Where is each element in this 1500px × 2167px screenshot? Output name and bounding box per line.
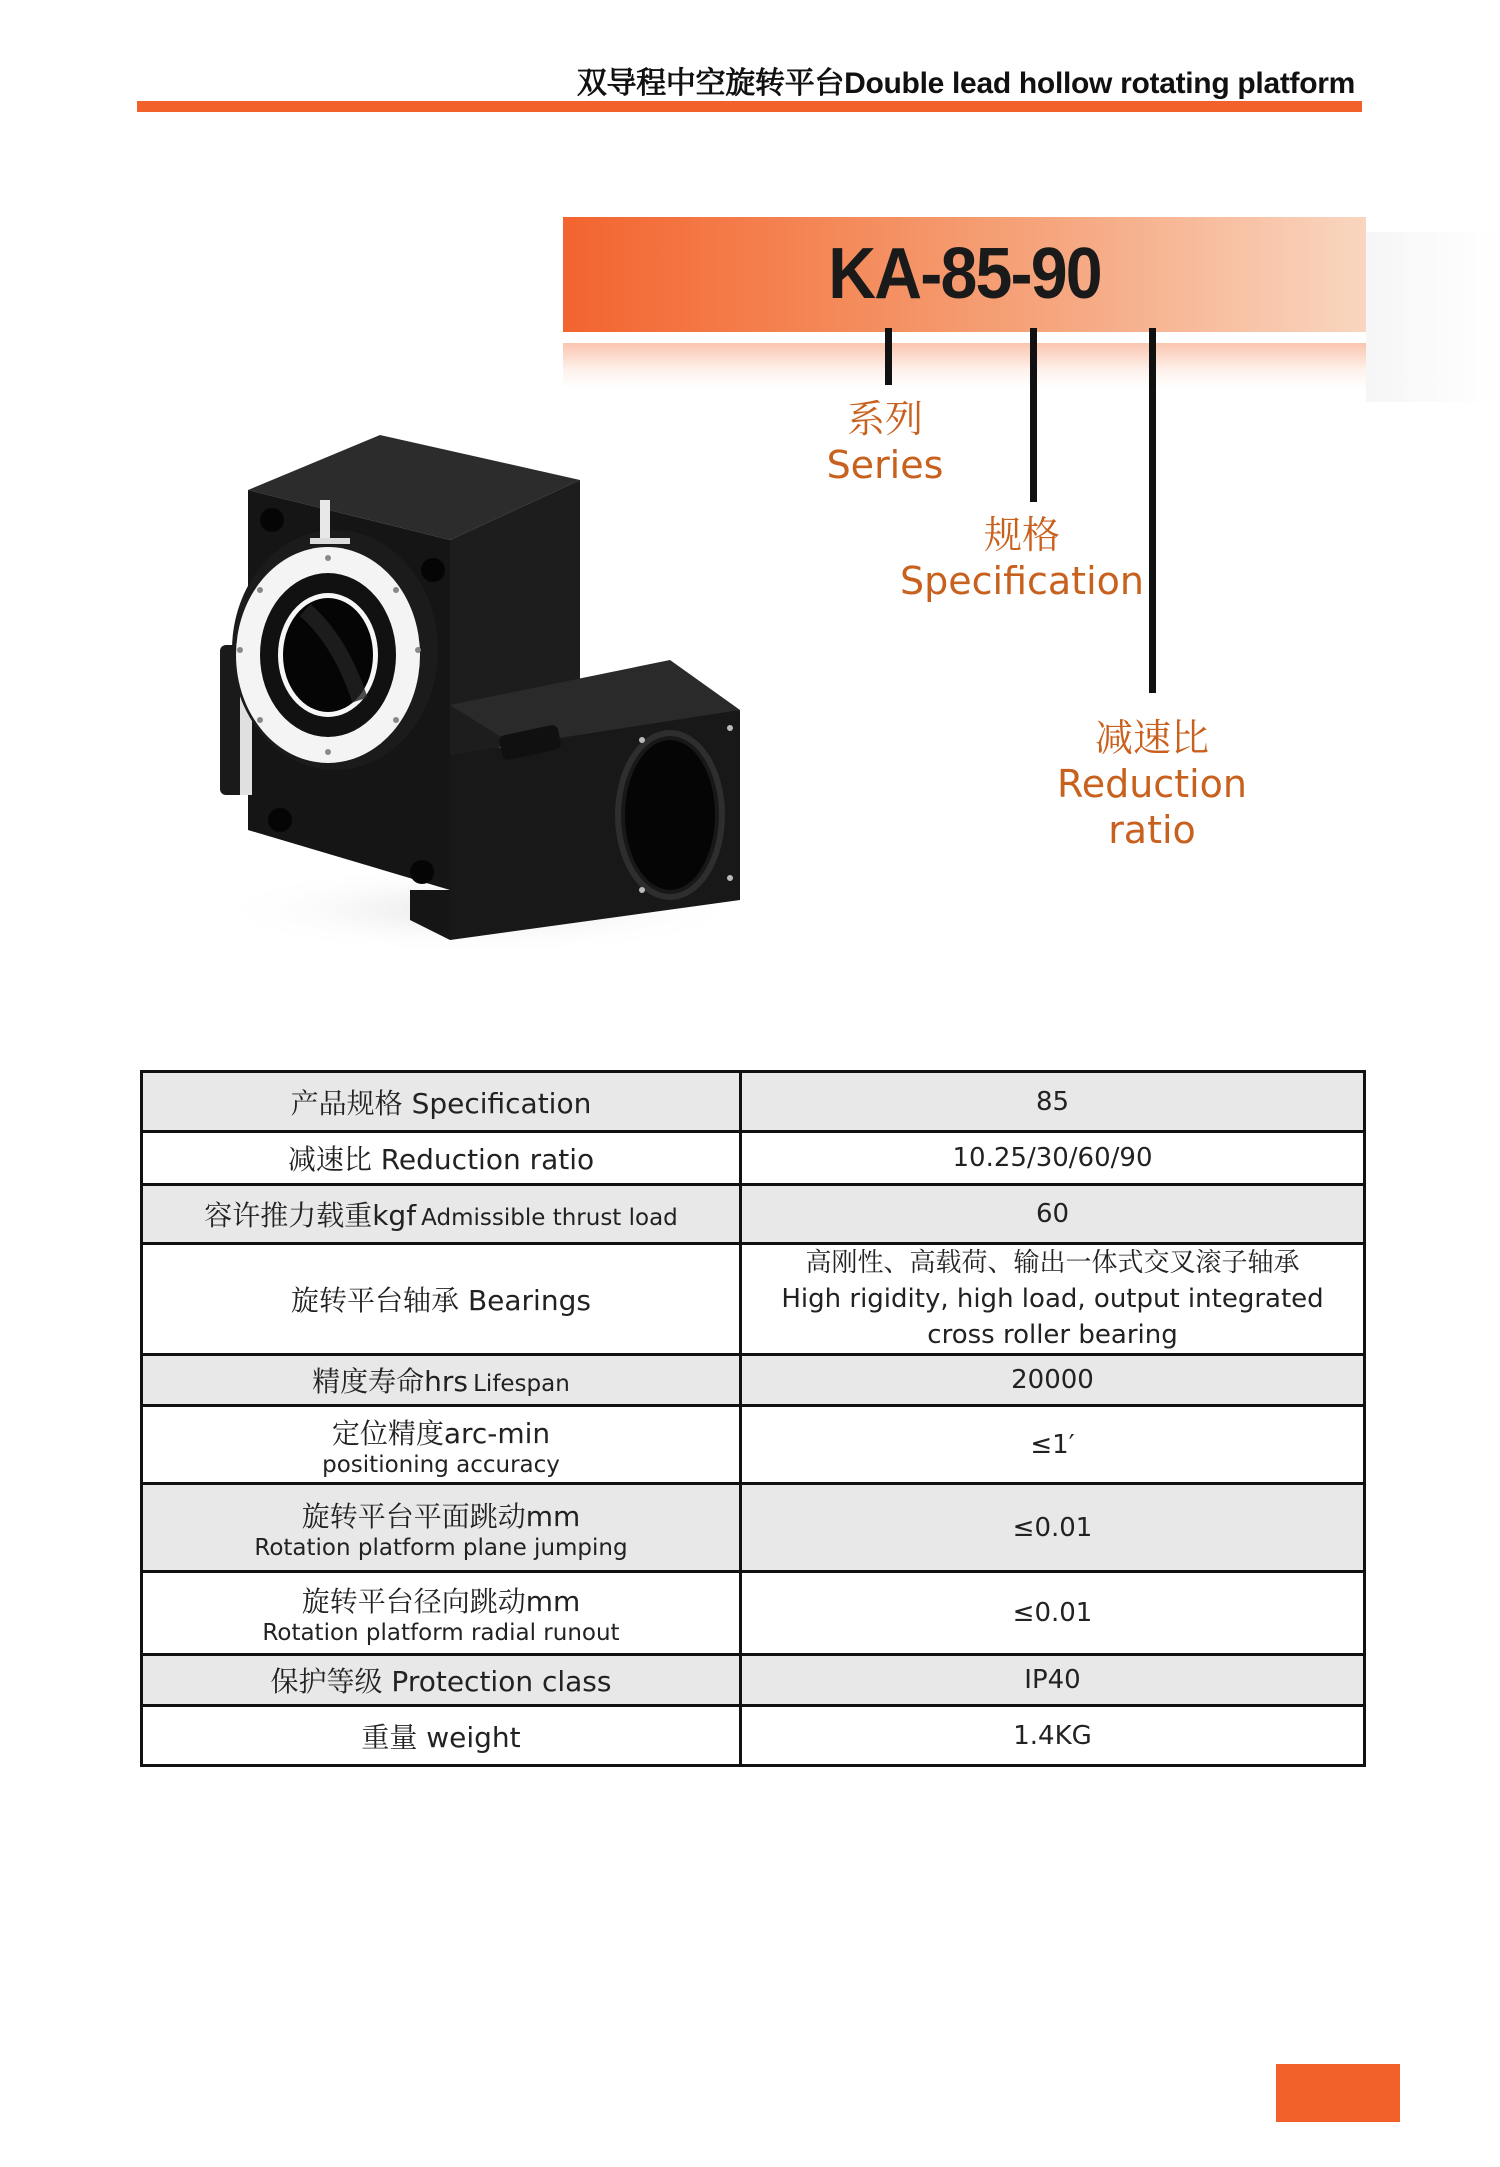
- spec-value: 85: [741, 1072, 1365, 1132]
- table-row: [142, 1484, 1365, 1572]
- table-row: [142, 1132, 1365, 1185]
- footer-accent-block: [1276, 2064, 1400, 2122]
- spec-label: 精度寿命hrs Lifespan: [142, 1355, 741, 1406]
- header-accent-bar: [137, 101, 1362, 112]
- table-row: [142, 1185, 1365, 1244]
- spec-label: 容许推力载重kgf Admissible thrust load: [142, 1185, 741, 1244]
- table-row: [142, 1244, 1365, 1355]
- spec-value: 高刚性、高载荷、输出一体式交叉滚子轴承 High rigidity, high load, output integrated cross roller bearing: [741, 1244, 1365, 1355]
- spec-value: 1.4KG: [741, 1706, 1365, 1766]
- callout-reduction-ratio: [1002, 715, 1302, 853]
- spec-value: ≤0.01: [741, 1572, 1365, 1655]
- callout-line-reduction-ratio: [1149, 328, 1156, 693]
- spec-value: 10.25/30/60/90: [741, 1132, 1365, 1185]
- spec-label: 减速比 Reduction ratio: [142, 1132, 741, 1185]
- callout-series-en: Series: [826, 443, 944, 487]
- page-header-title: 双导程中空旋转平台Double lead hollow rotating platform: [576, 67, 1355, 100]
- table-row: [142, 1406, 1365, 1484]
- spec-value: ≤0.01: [741, 1484, 1365, 1572]
- callout-line-specification: [1030, 328, 1037, 502]
- spec-value: 60: [741, 1185, 1365, 1244]
- model-code: KA-85-90: [828, 234, 1101, 314]
- callout-specification-en: Specification: [900, 559, 1144, 603]
- spec-label: 旋转平台轴承 Bearings: [142, 1244, 741, 1355]
- spec-label: 保护等级 Protection class: [142, 1655, 741, 1706]
- callout-reduction-ratio-en-1: Reduction: [1057, 762, 1247, 806]
- spec-value: 20000: [741, 1355, 1365, 1406]
- spec-label: 产品规格 Specification: [142, 1072, 741, 1132]
- spec-label: 定位精度arc-min positioning accuracy: [142, 1406, 741, 1484]
- banner-reflection: [563, 343, 1366, 388]
- spec-label: 旋转平台径向跳动mm Rotation platform radial runout: [142, 1572, 741, 1655]
- product-image: [210, 410, 750, 955]
- table-row: [142, 1706, 1365, 1766]
- banner-shadow: [1366, 232, 1500, 402]
- spec-label: 重量 weight: [142, 1706, 741, 1766]
- callout-line-series: [885, 328, 892, 385]
- spec-value: ≤1′: [741, 1406, 1365, 1484]
- table-row: [142, 1572, 1365, 1655]
- callout-series-zh: 系列: [846, 397, 923, 441]
- spec-label: 旋转平台平面跳动mm Rotation platform plane jumping: [142, 1484, 741, 1572]
- table-row: [142, 1355, 1365, 1406]
- spec-table: [140, 1070, 1366, 1767]
- table-row: [142, 1655, 1365, 1706]
- callout-reduction-ratio-zh: 减速比: [1094, 716, 1209, 760]
- table-row: [142, 1072, 1365, 1132]
- callout-specification-zh: 规格: [983, 513, 1060, 557]
- callout-specification: [872, 512, 1172, 604]
- spec-value: IP40: [741, 1655, 1365, 1706]
- callout-reduction-ratio-en-2: ratio: [1108, 808, 1196, 852]
- callout-series: [785, 396, 985, 488]
